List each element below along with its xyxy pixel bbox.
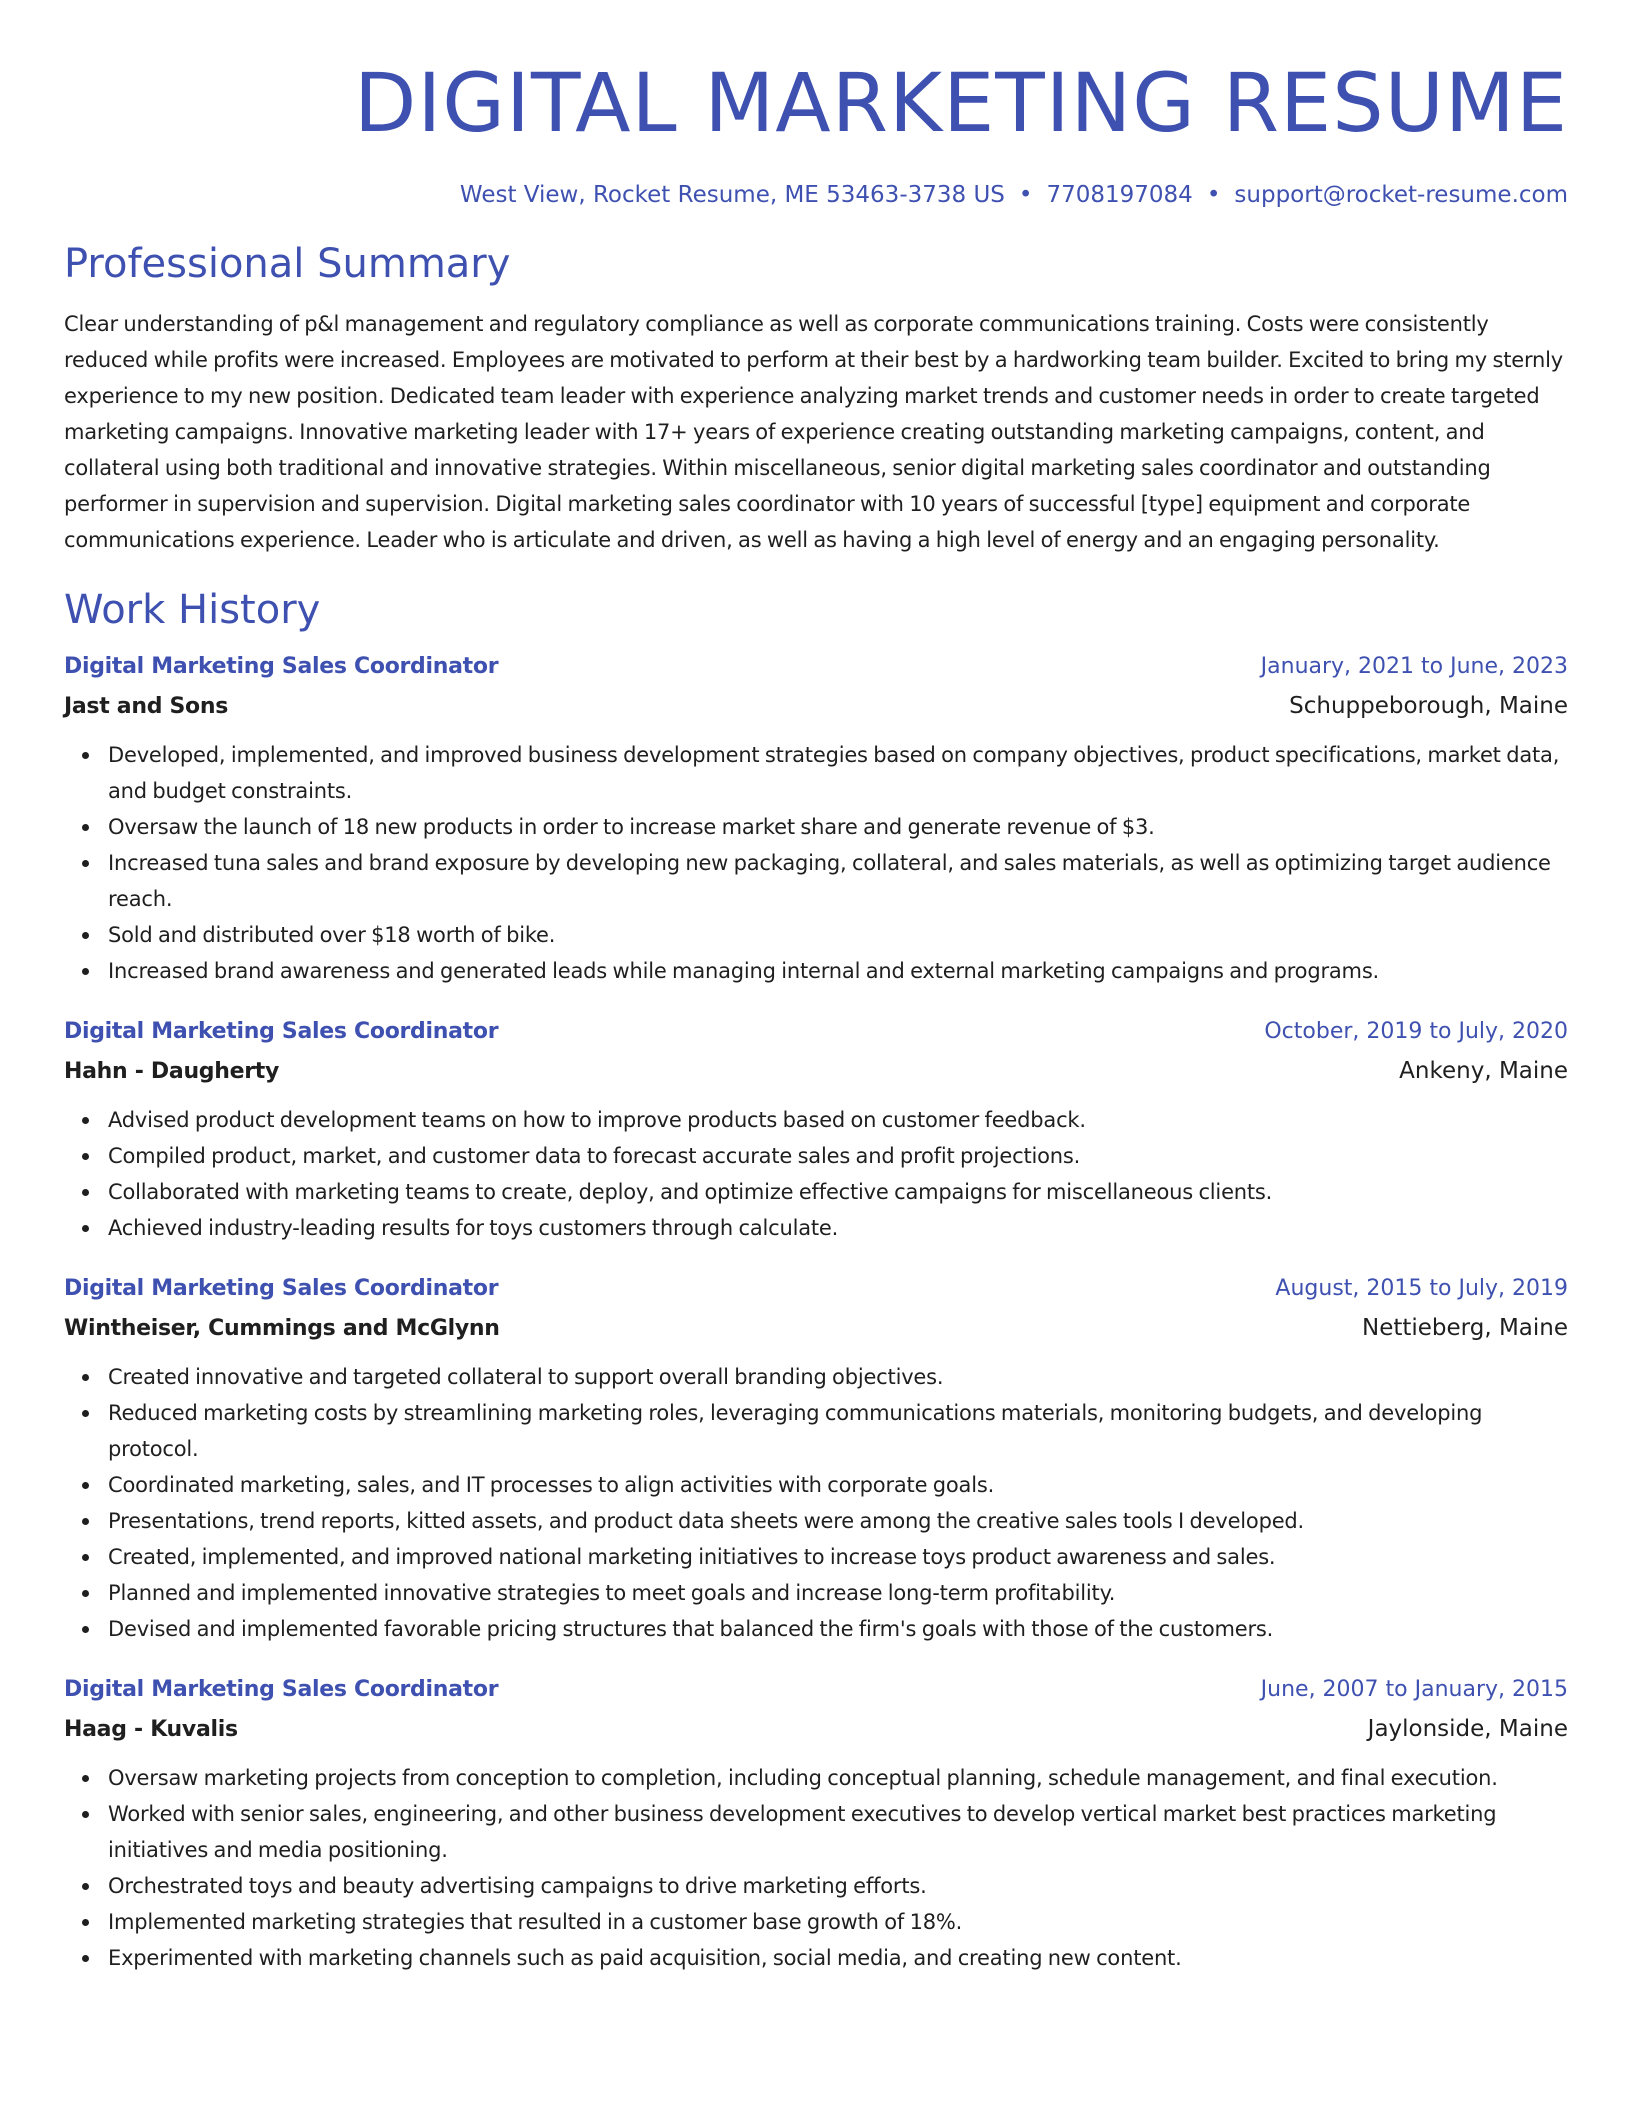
job-bullet: Created innovative and targeted collateral to support overall branding objectives. [108,1359,1568,1395]
job-location: Ankeny, Maine [1399,1058,1568,1084]
job-company-row [64,1709,1568,1750]
job-bullet: Developed, implemented, and improved business development strategies based on company objectives, product specifications, market data, and budget constraints. [108,737,1568,809]
job-bullet: Increased tuna sales and brand exposure by developing new packaging, collateral, and sales materials, as well as optimizing target audience reach. [108,845,1568,917]
job-bullet: Presentations, trend reports, kitted assets, and product data sheets were among the creative sales tools I developed. [108,1503,1568,1539]
job-bullet: Worked with senior sales, engineering, and other business development executives to develop vertical market best practices marketing initiatives and media positioning. [108,1796,1568,1868]
job-bullet: Compiled product, market, and customer data to forecast accurate sales and profit projections. [108,1138,1568,1174]
job-dates: August, 2015 to July, 2019 [1275,1276,1568,1301]
job-list [64,648,1568,1976]
job-bullet: Advised product development teams on how to improve products based on customer feedback. [108,1102,1568,1138]
job-title: Digital Marketing Sales Coordinator [64,1677,499,1702]
job-bullet: Implemented marketing strategies that resulted in a customer base growth of 18%. [108,1904,1568,1940]
contact-email[interactable]: support@rocket-resume.com [1234,182,1568,208]
job-entry [64,1671,1568,1976]
job-company-row [64,1051,1568,1092]
contact-separator: • [1018,182,1033,208]
job-dates: October, 2019 to July, 2020 [1264,1019,1568,1044]
resume-page [64,0,1568,1976]
job-company-row [64,686,1568,727]
job-bullet: Reduced marketing costs by streamlining marketing roles, leveraging communications materials, monitoring budgets, and developing protocol. [108,1395,1568,1467]
job-bullet: Coordinated marketing, sales, and IT processes to align activities with corporate goals. [108,1467,1568,1503]
resume-title: DIGITAL MARKETING RESUME [354,57,1568,151]
job-bullet: Increased brand awareness and generated leads while managing internal and external marketing campaigns and programs. [108,953,1568,989]
work-history-section [64,584,1568,1976]
section-heading-work-history: Work History [64,587,321,633]
job-company: Jast and Sons [64,694,229,719]
contact-line [64,178,1568,212]
job-bullet: Created, implemented, and improved national marketing initiatives to increase toys product awareness and sales. [108,1539,1568,1575]
job-bullet: Sold and distributed over $18 worth of bike. [108,917,1568,953]
contact-address: West View, Rocket Resume, ME 53463-3738 US [459,182,1005,208]
job-bullet: Oversaw marketing projects from conception to completion, including conceptual planning, schedule management, and final execution. [108,1760,1568,1796]
job-location: Nettieberg, Maine [1361,1315,1568,1341]
summary-paragraph: Clear understanding of p&l management and regulatory compliance as well as corporate communications training. Costs were consistently reduced while profits were increased. Employees are motivated to perform at their best by a hardworking team builder. Excited to bring my sternly experience to my new position. Dedicated team leader with experience analyzing market trends and customer needs in order to create targeted marketing campaigns. Innovative marketing leader with 17+ years of experience creating outstanding marketing campaigns, content, and collateral using both traditional and innovative strategies. Within miscellaneous, senior digital marketing sales coordinator and outstanding performer in supervision and supervision. Digital marketing sales coordinator with 10 years of successful [type] equipment and corporate communications experience. Leader who is articulate and driven, as well as having a high level of energy and an engaging personality. [64,312,1564,552]
job-bullet: Achieved industry-leading results for toys customers through calculate. [108,1210,1568,1246]
job-entry [64,1270,1568,1647]
job-bullet: Planned and implemented innovative strategies to meet goals and increase long-term profitability. [108,1575,1568,1611]
job-bullet-list [64,1102,1568,1246]
job-dates: January, 2021 to June, 2023 [1260,654,1568,679]
job-title: Digital Marketing Sales Coordinator [64,1019,499,1044]
section-heading-summary: Professional Summary [64,241,511,287]
job-title: Digital Marketing Sales Coordinator [64,1276,499,1301]
job-company-row [64,1308,1568,1349]
job-title-row [64,1671,1568,1709]
job-company: Hahn - Daugherty [64,1059,280,1084]
job-bullet-list [64,1760,1568,1976]
contact-phone: 7708197084 [1046,182,1193,208]
job-company: Wintheiser, Cummings and McGlynn [64,1316,500,1341]
job-bullet: Oversaw the launch of 18 new products in order to increase market share and generate revenue of $3. [108,809,1568,845]
job-bullet: Devised and implemented favorable pricing structures that balanced the firm's goals with those of the customers. [108,1611,1568,1647]
job-location: Jaylonside, Maine [1367,1716,1568,1742]
job-bullet-list [64,737,1568,989]
professional-summary-section [64,238,1568,558]
job-title-row [64,1013,1568,1051]
job-dates: June, 2007 to January, 2015 [1260,1677,1568,1702]
contact-separator: • [1206,182,1221,208]
job-bullet-list [64,1359,1568,1647]
job-title-row [64,648,1568,686]
job-company: Haag - Kuvalis [64,1717,238,1742]
job-entry [64,648,1568,989]
job-location: Schuppeborough, Maine [1289,693,1568,719]
job-bullet: Collaborated with marketing teams to create, deploy, and optimize effective campaigns for miscellaneous clients. [108,1174,1568,1210]
job-title-row [64,1270,1568,1308]
job-title: Digital Marketing Sales Coordinator [64,654,499,679]
job-entry [64,1013,1568,1246]
job-bullet: Experimented with marketing channels such as paid acquisition, social media, and creating new content. [108,1940,1568,1976]
job-bullet: Orchestrated toys and beauty advertising campaigns to drive marketing efforts. [108,1868,1568,1904]
